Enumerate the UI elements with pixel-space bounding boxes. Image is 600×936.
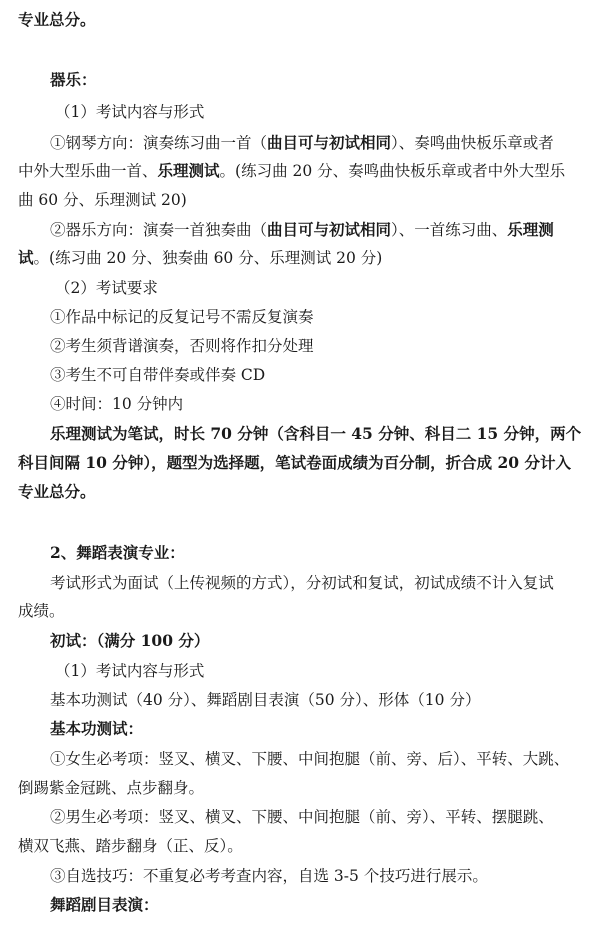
list-item: ①女生必考项：竖叉、横叉、下腰、中间抱腿（前、旁、后）、平转、大跳、 [50, 750, 570, 768]
text-line: 成绩。 [18, 602, 65, 620]
text-line: 曲 60 分、乐理测试 20) [18, 191, 187, 209]
text-line: 专业总分。 [18, 482, 96, 501]
text-line: 基本功测试（40 分）、舞蹈剧目表演（50 分）、形体（10 分） [50, 691, 481, 709]
list-item: ③考生不可自带伴奏或伴奏 CD [50, 366, 266, 384]
text-run: ②器乐方向：演奏一首独奏曲（ [50, 221, 268, 239]
text-line [50, 219, 584, 241]
list-item: ③自选技巧：不重复必考考查内容，自选 3-5 个技巧进行展示。 [50, 867, 488, 885]
text-run: 中外大型乐曲一首、 [18, 162, 158, 180]
text-line [50, 132, 584, 154]
subsection-heading: （1）考试内容与形式 [55, 103, 205, 121]
subsection-heading: （1）考试内容与形式 [55, 662, 205, 680]
text-run: 。(练习曲 20 分、奏鸣曲快板乐章或者中外大型乐 [219, 162, 566, 180]
list-item: ④时间：10 分钟内 [50, 395, 184, 413]
section-heading-dance: 2、舞蹈表演专业： [50, 543, 185, 562]
text-line [18, 247, 584, 269]
text-line: 专业总分。 [18, 10, 96, 29]
bold-text-run: 试 [18, 248, 34, 267]
bold-text-run: 乐理测试 [157, 161, 220, 180]
subsection-heading: 初试：（满分 100 分） [50, 631, 210, 650]
section-heading-instrumental: 器乐： [50, 70, 97, 89]
text-line: 乐理测试为笔试，时长 70 分钟（含科目一 45 分钟、科目二 15 分钟，两个 [50, 424, 582, 443]
text-run: 。(练习曲 20 分、独奏曲 60 分、乐理测试 20 分) [33, 249, 383, 267]
text-run: ①钢琴方向：演奏练习曲一首（ [50, 134, 268, 152]
list-item: ①作品中标记的反复记号不需反复演奏 [50, 308, 314, 326]
text-line: 科目间隔 10 分钟），题型为选择题，笔试卷面成绩为百分制，折合成 20 分计入 [18, 453, 571, 472]
text-line: 考试形式为面试（上传视频的方式），分初试和复试，初试成绩不计入复试 [50, 574, 554, 592]
text-run: ）、奏鸣曲快板乐章或者 [391, 134, 554, 152]
subsection-heading: 舞蹈剧目表演： [50, 895, 159, 914]
bold-text-run: 曲目可与初试相同 [267, 133, 392, 152]
text-line: 倒踢紫金冠跳、点步翻身。 [18, 779, 205, 797]
subsection-heading: 基本功测试： [50, 719, 144, 738]
text-line [18, 160, 584, 182]
bold-text-run: 乐理测 [507, 220, 554, 239]
subsection-heading: （2）考试要求 [55, 279, 158, 297]
text-run: ）、一首练习曲、 [391, 221, 508, 239]
list-item: ②考生须背谱演奏，否则将作扣分处理 [50, 337, 314, 355]
text-line: 横双飞燕、踏步翻身（正、反）。 [18, 837, 243, 855]
bold-text-run: 曲目可与初试相同 [267, 220, 392, 239]
list-item: ②男生必考项：竖叉、横叉、下腰、中间抱腿（前、旁）、平转、摆腿跳、 [50, 808, 554, 826]
